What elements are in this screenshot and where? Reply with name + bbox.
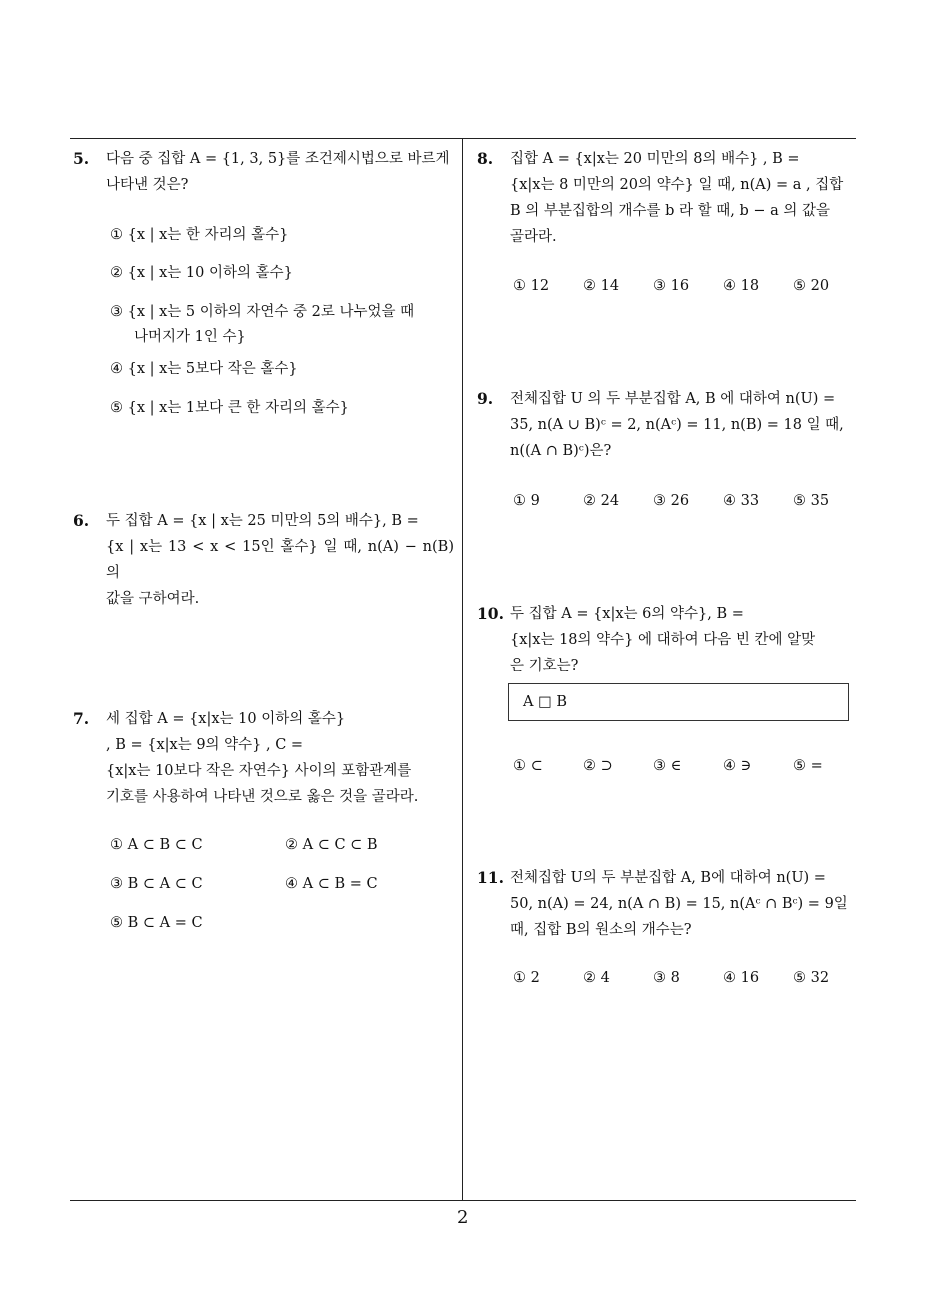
option-1[interactable]: ① A ⊂ B ⊂ C bbox=[110, 837, 203, 853]
option-2[interactable]: ② A ⊂ C ⊂ B bbox=[285, 837, 378, 853]
option-3-continued: 나머지가 1인 수} bbox=[134, 329, 246, 345]
question-8 bbox=[477, 146, 858, 250]
option-5[interactable]: ⑤ 35 bbox=[793, 493, 830, 509]
question-11 bbox=[477, 865, 858, 943]
question-6 bbox=[73, 508, 454, 612]
blank-box: A □ B bbox=[508, 683, 849, 721]
option-4[interactable]: ④ 16 bbox=[723, 970, 760, 986]
option-5[interactable]: ⑤ = bbox=[793, 758, 823, 774]
option-1[interactable]: ① ⊂ bbox=[513, 758, 543, 774]
question-10 bbox=[477, 601, 858, 679]
option-3[interactable]: ③ 16 bbox=[653, 278, 690, 294]
options-row bbox=[513, 275, 853, 297]
option-2[interactable]: ② ⊃ bbox=[583, 758, 613, 774]
question-5 bbox=[73, 146, 454, 198]
option-1[interactable]: ① 12 bbox=[513, 278, 550, 294]
option-5[interactable]: ⑤ 20 bbox=[793, 278, 830, 294]
option-4[interactable]: ④ ∋ bbox=[723, 758, 752, 774]
question-stem: 전체집합 U의 두 부분집합 A, B에 대하여 n(U) = 50, n(A) = 24, n(A ∩ B) = 15, n(Aᶜ ∩ Bᶜ) = 9일 때, 집합 B의 원소의 개수는? bbox=[510, 870, 848, 938]
option-4[interactable]: ④ {x | x는 5보다 작은 홀수} bbox=[110, 361, 298, 377]
question-7 bbox=[73, 706, 454, 810]
option-4[interactable]: ④ A ⊂ B = C bbox=[285, 876, 378, 892]
option-1[interactable]: ① 2 bbox=[513, 970, 540, 986]
option-2[interactable]: ② 14 bbox=[583, 278, 620, 294]
bottom-rule bbox=[70, 1200, 856, 1201]
option-1[interactable]: ① {x | x는 한 자리의 홀수} bbox=[110, 227, 289, 243]
option-2[interactable]: ② 24 bbox=[583, 493, 620, 509]
option-5[interactable]: ⑤ 32 bbox=[793, 970, 830, 986]
question-stem: 전체집합 U 의 두 부분집합 A, B 에 대하여 n(U) = 35, n(A ∪ B)ᶜ = 2, n(Aᶜ) = 11, n(B) = 18 일 때, n((A ∩ B)ᶜ)은? bbox=[510, 391, 844, 459]
question-stem: 다음 중 집합 A = {1, 3, 5}를 조건제시법으로 바르게 나타낸 것은? bbox=[106, 151, 450, 193]
option-5[interactable]: ⑤ {x | x는 1보다 큰 한 자리의 홀수} bbox=[110, 400, 349, 416]
option-3[interactable]: ③ {x | x는 5 이하의 자연수 중 2로 나누었을 때 bbox=[110, 304, 415, 320]
question-number: 10. bbox=[477, 604, 504, 623]
page-number: 2 bbox=[457, 1207, 469, 1228]
question-number: 7. bbox=[73, 709, 90, 728]
column-divider bbox=[462, 138, 463, 1201]
question-number: 5. bbox=[73, 149, 90, 168]
options-row bbox=[513, 967, 853, 989]
question-number: 8. bbox=[477, 149, 494, 168]
option-4[interactable]: ④ 18 bbox=[723, 278, 760, 294]
option-3[interactable]: ③ 8 bbox=[653, 970, 680, 986]
option-5[interactable]: ⑤ B ⊂ A = C bbox=[110, 915, 203, 931]
question-stem: 세 집합 A = {x|x는 10 이하의 홀수} , B = {x|x는 9의 약수} , C = {x|x는 10보다 작은 자연수} 사이의 포함관계를 기호를 사용하여 나타낸 것으로 옳은 것을 골라라. bbox=[106, 711, 419, 805]
option-1[interactable]: ① 9 bbox=[513, 493, 540, 509]
option-3[interactable]: ③ 26 bbox=[653, 493, 690, 509]
question-number: 9. bbox=[477, 389, 494, 408]
question-stem: 집합 A = {x|x는 20 미만의 8의 배수} , B = {x|x는 8 미만의 20의 약수} 일 때, n(A) = a , 집합 B 의 부분집합의 개수를 b 라 할 때, b − a 의 값을 골라라. bbox=[510, 151, 844, 245]
option-2[interactable]: ② 4 bbox=[583, 970, 610, 986]
option-2[interactable]: ② {x | x는 10 이하의 홀수} bbox=[110, 265, 293, 281]
option-3[interactable]: ③ B ⊂ A ⊂ C bbox=[110, 876, 203, 892]
question-number: 6. bbox=[73, 511, 90, 530]
question-stem: 두 집합 A = {x|x는 6의 약수}, B = {x|x는 18의 약수} 에 대하여 다음 빈 칸에 알맞 은 기호는? bbox=[510, 606, 816, 674]
options-row bbox=[513, 755, 853, 777]
option-3[interactable]: ③ ∈ bbox=[653, 758, 682, 774]
options-row bbox=[513, 490, 853, 512]
option-4[interactable]: ④ 33 bbox=[723, 493, 760, 509]
question-9 bbox=[477, 386, 858, 464]
top-rule bbox=[70, 138, 856, 139]
question-number: 11. bbox=[477, 868, 504, 887]
question-stem: 두 집합 A = {x | x는 25 미만의 5의 배수}, B = {x | x는 13 < x < 15인 홀수} 일 때, n(A) − n(B) 의 값을 구하여라. bbox=[106, 513, 454, 607]
